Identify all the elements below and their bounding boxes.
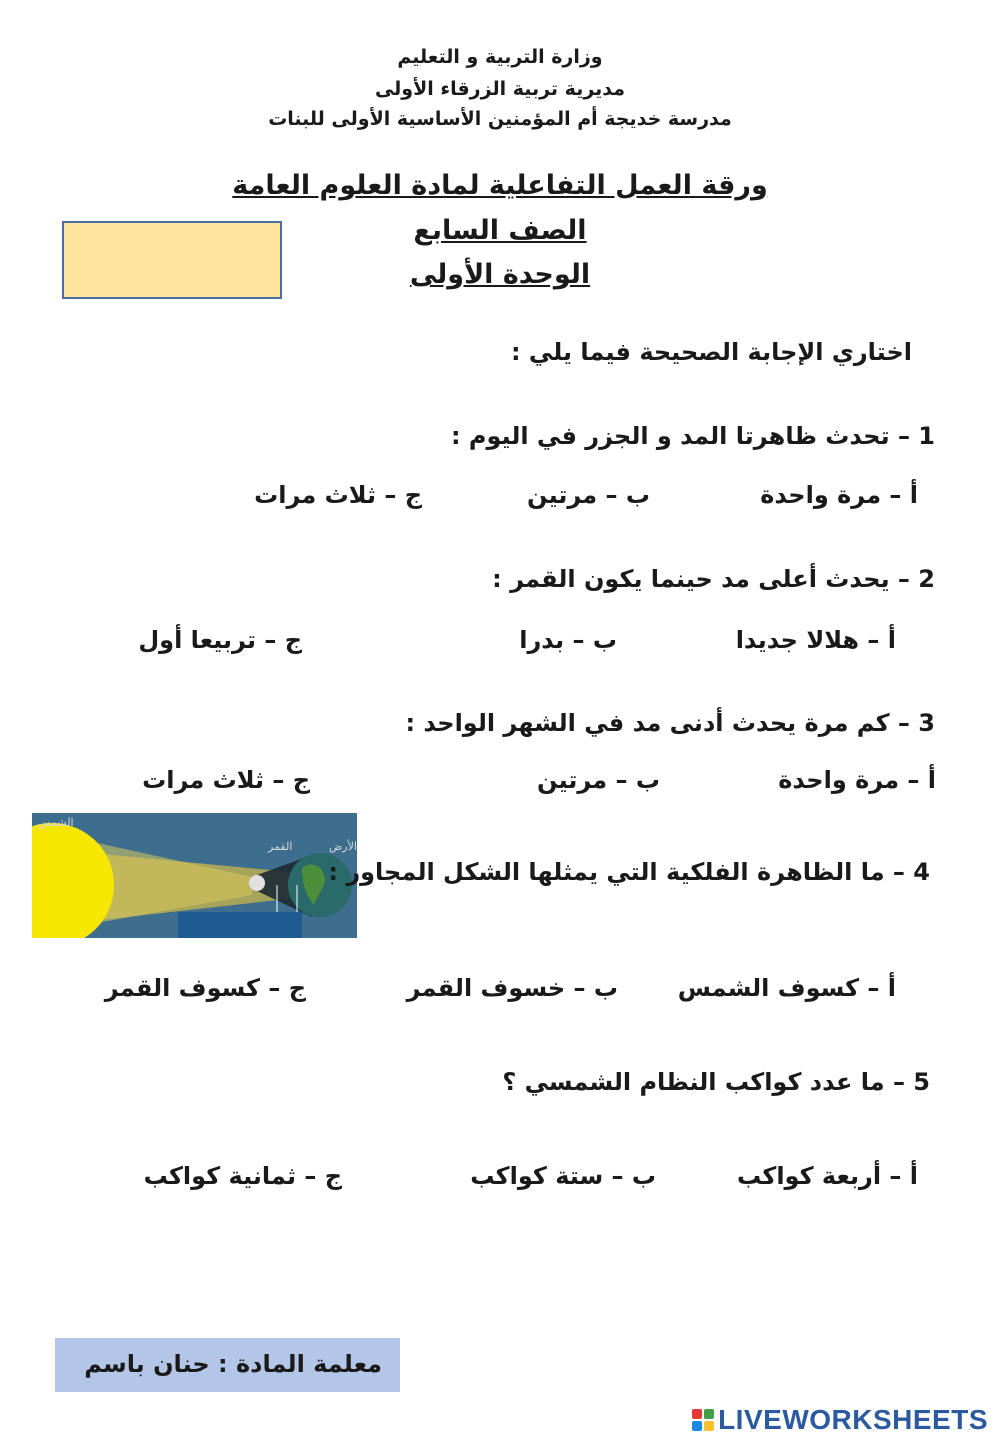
- teacher-box: [55, 1338, 400, 1392]
- q1-option-a[interactable]: أ – مرة واحدة: [760, 481, 918, 509]
- q1-option-b[interactable]: ب – مرتين: [526, 481, 650, 509]
- liveworksheets-logo: [692, 1404, 988, 1436]
- q2-option-c[interactable]: ج – تربيعا أول: [138, 626, 302, 654]
- q2-option-a[interactable]: أ – هلالا جديدا: [735, 626, 896, 654]
- question-3: 3 – كم مرة يحدث أدنى مد في الشهر الواحد :: [405, 709, 935, 737]
- q1-option-c[interactable]: ج – ثلاث مرات: [254, 481, 422, 509]
- school-heading: مدرسة خديجة أم المؤمنين الأساسية الأولى للبنات: [268, 108, 732, 130]
- question-5: 5 – ما عدد كواكب النظام الشمسي ؟: [502, 1068, 930, 1096]
- worksheet-title: ورقة العمل التفاعلية لمادة العلوم العامة: [232, 170, 768, 201]
- directorate-heading: مديرية تربية الزرقاء الأولى: [374, 78, 626, 100]
- q3-option-c[interactable]: ج – ثلاث مرات: [142, 766, 310, 794]
- logo-grid-icon: [692, 1409, 714, 1431]
- q5-option-c[interactable]: ج – ثمانية كواكب: [143, 1162, 342, 1190]
- q3-option-a[interactable]: أ – مرة واحدة: [778, 766, 936, 794]
- q4-option-c[interactable]: ج – كسوف القمر: [104, 974, 306, 1002]
- q3-option-b[interactable]: ب – مرتين: [536, 766, 660, 794]
- question-4: 4 – ما الظاهرة الفلكية التي يمثلها الشكل المجاور :: [328, 858, 930, 886]
- moon-label: القمر: [268, 840, 293, 853]
- question-2: 2 – يحدث أعلى مد حينما يكون القمر :: [492, 565, 935, 593]
- answer-drop-zone[interactable]: [178, 912, 302, 938]
- teacher-name: معلمة المادة : حنان باسم: [84, 1350, 382, 1378]
- instruction-text: اختاري الإجابة الصحيحة فيما يلي :: [510, 338, 912, 366]
- q5-option-a[interactable]: أ – أربعة كواكب: [736, 1162, 918, 1190]
- q4-option-b[interactable]: ب – خسوف القمر: [406, 974, 618, 1002]
- brand-name: LIVEWORKSHEETS: [718, 1404, 988, 1435]
- q5-option-b[interactable]: ب – ستة كواكب: [470, 1162, 656, 1190]
- q4-option-a[interactable]: أ – كسوف الشمس: [677, 974, 896, 1002]
- grade-title: الصف السابع: [413, 215, 587, 246]
- ministry-heading: وزارة التربية و التعليم: [397, 46, 603, 68]
- q2-option-b[interactable]: ب – بدرا: [519, 626, 617, 654]
- eclipse-diagram: [32, 813, 357, 938]
- question-1: 1 – تحدث ظاهرتا المد و الجزر في اليوم :: [450, 422, 935, 450]
- sun-label: الشمس: [37, 816, 74, 829]
- answer-box[interactable]: [62, 221, 282, 299]
- unit-title: الوحدة الأولى: [409, 259, 591, 290]
- moon-icon: [249, 875, 265, 891]
- earth-label: الأرض: [329, 840, 357, 853]
